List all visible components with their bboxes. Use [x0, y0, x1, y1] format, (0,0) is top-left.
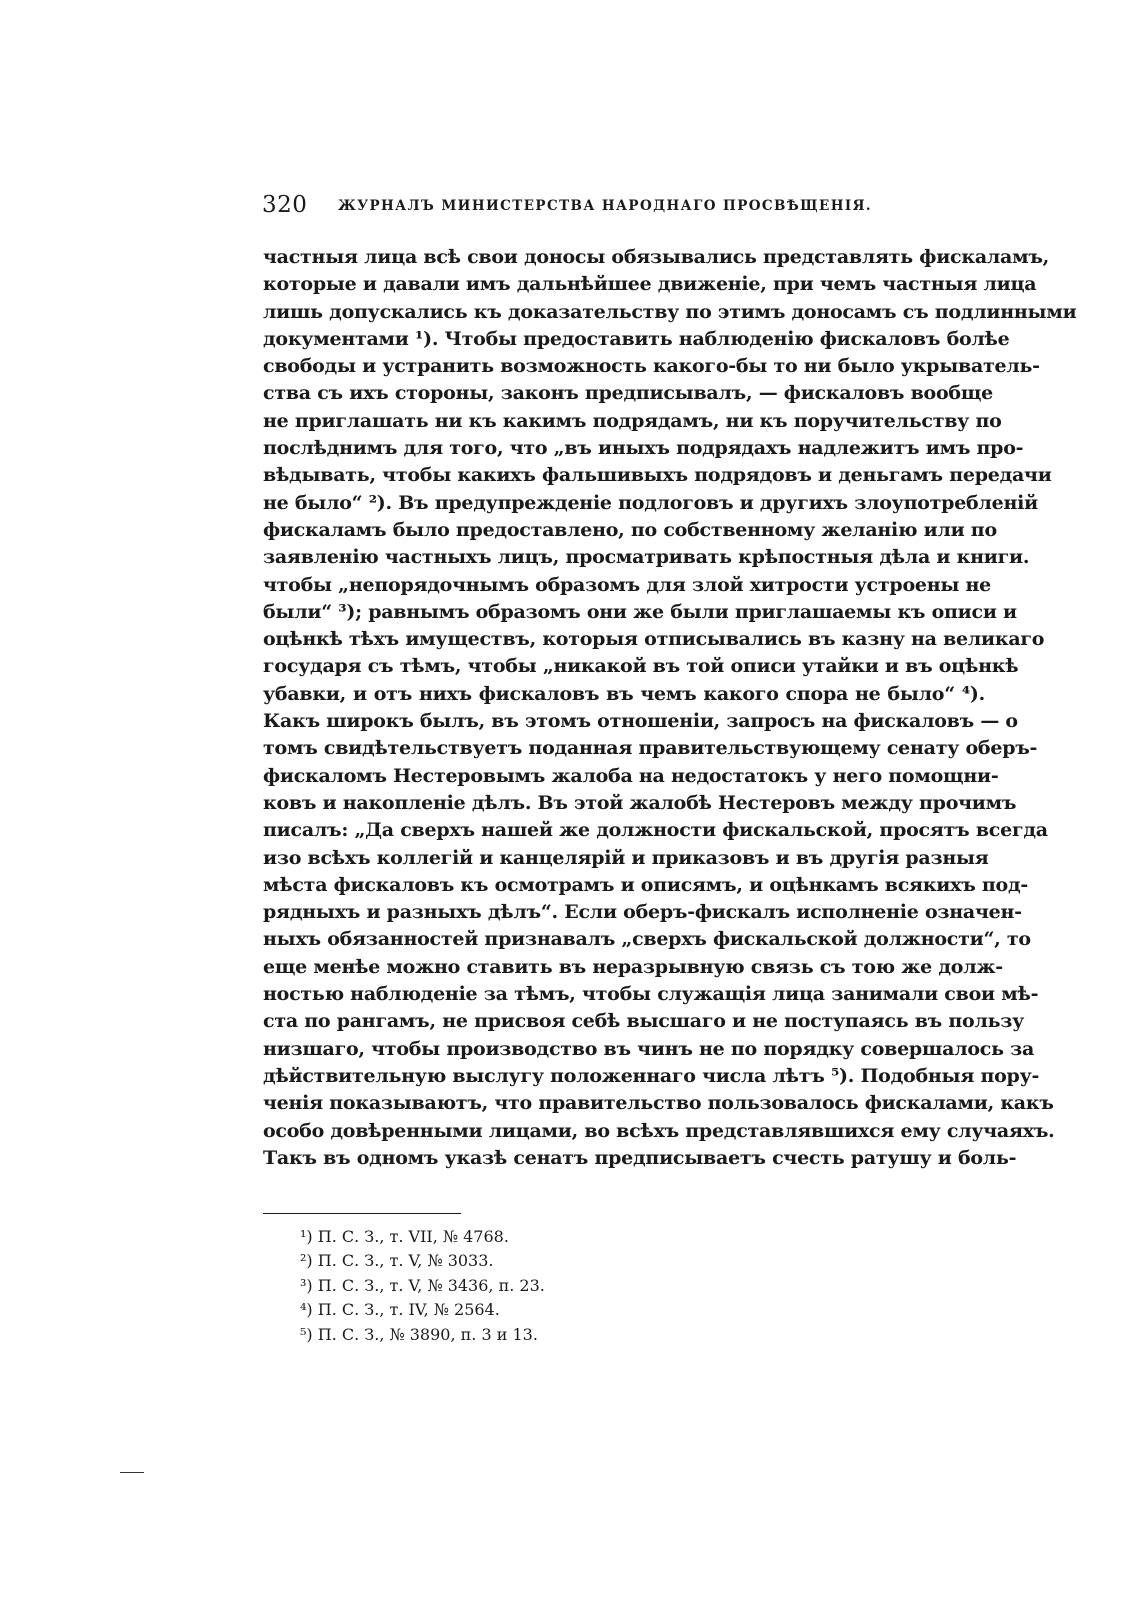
- footnote-2: ²) П. С. З., т. V, № 3033.: [300, 1251, 494, 1271]
- text-line: еще менѣе можно ставить въ неразрывную связь съ тою же долж-: [263, 955, 1003, 978]
- text-line: ковъ и накопленіе дѣлъ. Въ этой жалобѣ Нестеровъ между прочимъ: [263, 791, 1017, 814]
- text-line: чтобы „непорядочнымъ образомъ для злой хитрости устроены не: [263, 573, 992, 596]
- text-line: писалъ: „Да сверхъ нашей же должности фискальской, просятъ всегда: [263, 819, 1048, 842]
- footnote-4: ⁴) П. С. З., т. IV, № 2564.: [300, 1300, 500, 1320]
- footnote-5: ⁵) П. С. З., № 3890, п. 3 и 13.: [300, 1324, 538, 1344]
- text-line: свободы и устранить возможность какого-бы то ни было укрыватель-: [263, 355, 1040, 378]
- text-line: не приглашать ни къ какимъ подрядамъ, ни къ поручительству по: [263, 409, 1002, 432]
- page-header: [262, 192, 902, 222]
- text-line: ченія показываютъ, что правительство пользовалось фискалами, какъ: [263, 1092, 1054, 1115]
- text-line: Какъ широкъ былъ, въ этомъ отношеніи, запросъ на фискаловъ — о: [263, 710, 1018, 733]
- text-line: низшаго, чтобы производство въ чинъ не по порядку совершалось за: [263, 1037, 1035, 1060]
- text-line: документами ¹). Чтобы предоставить наблюденію фискаловъ болѣе: [263, 327, 1010, 350]
- text-line: заявленію частныхъ лицъ, просматривать крѣпостныя дѣла и книги.: [263, 546, 1030, 569]
- text-line: фискаламъ было предоставлено, по собственному желанію или по: [263, 518, 997, 541]
- text-line: дѣйствительную выслугу положеннаго числа лѣтъ ⁵). Подобныя пору-: [263, 1064, 1040, 1087]
- text-line: особо довѣренными лицами, во всѣхъ представлявшихся ему случаяхъ.: [263, 1119, 1055, 1142]
- text-line: томъ свидѣтельствуетъ поданная правительствующему сенату оберъ-: [263, 737, 1038, 760]
- running-title: ЖУРНАЛЪ МИНИСТЕРСТВА НАРОДНАГО ПРОСВѢЩЕНІЯ.: [338, 198, 872, 214]
- text-line: мѣста фискаловъ къ осмотрамъ и описямъ, и оцѣнкамъ всякихъ под-: [263, 873, 1029, 896]
- text-line: которые и давали имъ дальнѣйшее движеніе, при чемъ частныя лица: [263, 273, 1037, 296]
- text-line: Такъ въ одномъ указѣ сенатъ предписываетъ счесть ратушу и боль-: [263, 1146, 1017, 1169]
- text-line: не было“ ²). Въ предупрежденіе подлоговъ и другихъ злоупотребленій: [263, 491, 1038, 514]
- text-line: ныхъ обязанностей признавалъ „сверхъ фискальской должности“, то: [263, 928, 1031, 951]
- text-line: оцѣнкѣ тѣхъ имуществъ, которыя отписывались въ казну на великаго: [263, 628, 1045, 651]
- text-line: ства съ ихъ стороны, законъ предписывалъ, — фискаловъ вообще: [263, 382, 993, 405]
- footnote-divider: [263, 1213, 461, 1214]
- text-line: частныя лица всѣ свои доносы обязывались представлять фискаламъ,: [263, 246, 1050, 268]
- margin-mark: [120, 1472, 144, 1473]
- body-text: [263, 244, 1077, 1172]
- footnotes: [300, 1225, 720, 1347]
- text-line: фискаломъ Нестеровымъ жалоба на недостатокъ у него помощни-: [263, 764, 999, 787]
- text-line: ностью наблюденіе за тѣмъ, чтобы служащія лица занимали свои мѣ-: [263, 983, 1039, 1006]
- text-line: лишь допускались къ доказательству по этимъ доносамъ съ подлинными: [263, 300, 1077, 323]
- text-line: вѣдывать, чтобы какихъ фальшивыхъ подрядовъ и деньгамъ передачи: [263, 464, 1052, 487]
- text-line: ста по рангамъ, не присвоя себѣ высшаго и не поступаясь въ пользу: [263, 1010, 1025, 1033]
- page-number: 320: [262, 192, 308, 218]
- text-line: государя съ тѣмъ, чтобы „никакой въ той описи утайки и въ оцѣнкѣ: [263, 655, 1019, 678]
- text-line: послѣднимъ для того, что „въ иныхъ подрядахъ надлежитъ имъ про-: [263, 437, 1024, 460]
- text-line: были“ ³); равнымъ образомъ они же были приглашаемы къ описи и: [263, 600, 1017, 623]
- footnote-1: ¹) П. С. З., т. VII, № 4768.: [300, 1227, 509, 1246]
- text-line: рядныхъ и разныхъ дѣлъ“. Если оберъ-фискалъ исполненіе означен-: [263, 901, 1022, 924]
- text-line: изо всѣхъ коллегій и канцелярій и приказовъ и въ другія разныя: [263, 846, 989, 869]
- text-line: убавки, и отъ нихъ фискаловъ въ чемъ какого спора не было“ ⁴).: [263, 682, 985, 705]
- footnote-3: ³) П. С. З., т. V, № 3436, п. 23.: [300, 1275, 545, 1295]
